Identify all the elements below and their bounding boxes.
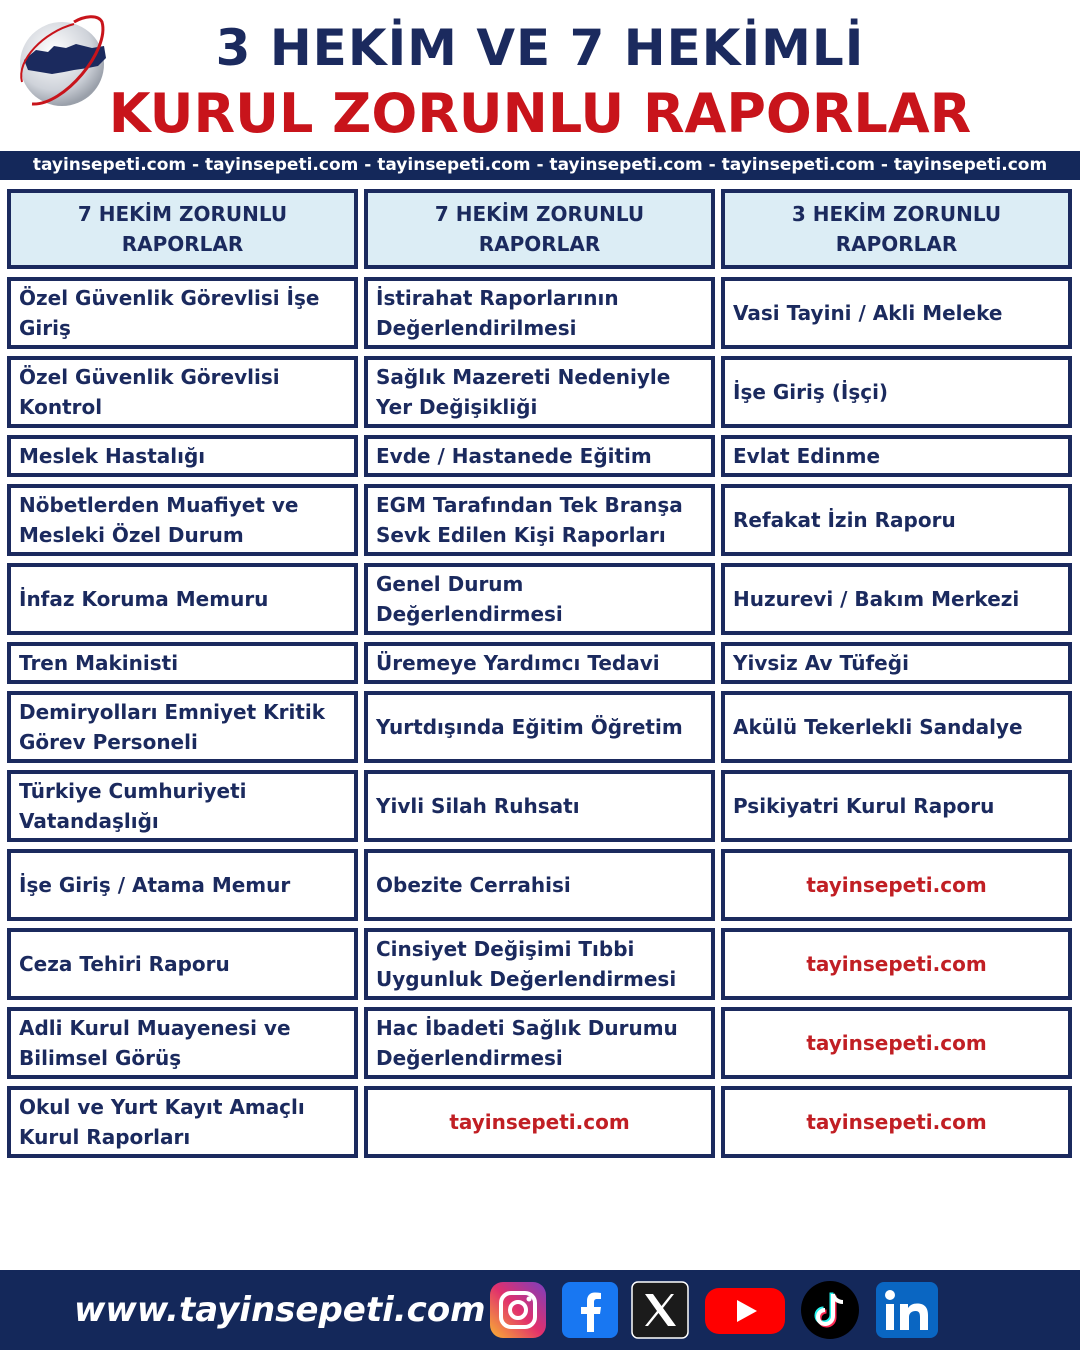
table-cell: Adli Kurul Muayenesi ve Bilimsel Görüş <box>7 1007 358 1079</box>
table-cell: Psikiyatri Kurul Raporu <box>721 770 1072 842</box>
table-cell: Özel Güvenlik Görevlisi Kontrol <box>7 356 358 428</box>
table-cell: Yivsiz Av Tüfeği <box>721 642 1072 684</box>
table-cell: Üremeye Yardımcı Tedavi <box>364 642 715 684</box>
table-cell: Meslek Hastalığı <box>7 435 358 477</box>
youtube-icon[interactable] <box>703 1280 787 1340</box>
table-cell: Refakat İzin Raporu <box>721 484 1072 556</box>
table-cell: Yivli Silah Ruhsatı <box>364 770 715 842</box>
table-cell: Genel Durum Değerlendirmesi <box>364 563 715 635</box>
table-cell: Okul ve Yurt Kayıt Amaçlı Kurul Raporları <box>7 1086 358 1158</box>
linkedin-icon[interactable] <box>874 1280 940 1340</box>
footer <box>0 1270 1080 1350</box>
website-strip: tayinsepeti.com - tayinsepeti.com - tayinsepeti.com - tayinsepeti.com - tayinsepeti.com - tayinsepeti.com <box>0 151 1080 180</box>
instagram-icon[interactable] <box>488 1280 548 1340</box>
tiktok-icon[interactable] <box>800 1280 860 1340</box>
table-cell: Evde / Hastanede Eğitim <box>364 435 715 477</box>
table-cell: Sağlık Mazereti Nedeniyle Yer Değişikliği <box>364 356 715 428</box>
table-cell: Demiryolları Emniyet Kritik Görev Personeli <box>7 691 358 763</box>
table-cell: Huzurevi / Bakım Merkezi <box>721 563 1072 635</box>
table-cell: İşe Giriş / Atama Memur <box>7 849 358 921</box>
table-cell: Ceza Tehiri Raporu <box>7 928 358 1000</box>
table-cell: Obezite Cerrahisi <box>364 849 715 921</box>
facebook-icon[interactable] <box>560 1280 620 1340</box>
website-link-cell[interactable]: tayinsepeti.com <box>364 1086 715 1158</box>
title-line-1: 3 HEKİM VE 7 HEKİMLİ <box>215 19 865 77</box>
table-cell: İşe Giriş (İşçi) <box>721 356 1072 428</box>
website-link-cell[interactable]: tayinsepeti.com <box>721 928 1072 1000</box>
table-cell: EGM Tarafından Tek Branşa Sevk Edilen Kişi Raporları <box>364 484 715 556</box>
table-cell: Tren Makinisti <box>7 642 358 684</box>
table-cell: Cinsiyet Değişimi Tıbbi Uygunluk Değerlendirmesi <box>364 928 715 1000</box>
table-cell: Yurtdışında Eğitim Öğretim <box>364 691 715 763</box>
website-link-cell[interactable]: tayinsepeti.com <box>721 1086 1072 1158</box>
table-cell: Türkiye Cumhuriyeti Vatandaşlığı <box>7 770 358 842</box>
table-cell: Nöbetlerden Muafiyet ve Mesleki Özel Durum <box>7 484 358 556</box>
column-header: 7 HEKİM ZORUNLU RAPORLAR <box>7 189 358 269</box>
table-cell: İnfaz Koruma Memuru <box>7 563 358 635</box>
table-cell: Vasi Tayini / Akli Meleke <box>721 277 1072 349</box>
table-cell: Hac İbadeti Sağlık Durumu Değerlendirmesi <box>364 1007 715 1079</box>
column-header: 3 HEKİM ZORUNLU RAPORLAR <box>721 189 1072 269</box>
table-cell: Özel Güvenlik Görevlisi İşe Giriş <box>7 277 358 349</box>
table-cell: İstirahat Raporlarının Değerlendirilmesi <box>364 277 715 349</box>
reports-table <box>7 189 1072 1165</box>
website-link-cell[interactable]: tayinsepeti.com <box>721 1007 1072 1079</box>
table-cell: Akülü Tekerlekli Sandalye <box>721 691 1072 763</box>
title-line-2: KURUL ZORUNLU RAPORLAR <box>108 82 972 145</box>
x-icon[interactable] <box>630 1280 690 1340</box>
website-link-cell[interactable]: tayinsepeti.com <box>721 849 1072 921</box>
website-link[interactable]: www.tayinsepeti.com <box>74 1290 486 1330</box>
table-cell: Evlat Edinme <box>721 435 1072 477</box>
column-header: 7 HEKİM ZORUNLU RAPORLAR <box>364 189 715 269</box>
turkey-globe-logo <box>14 10 114 110</box>
header <box>0 0 1080 150</box>
